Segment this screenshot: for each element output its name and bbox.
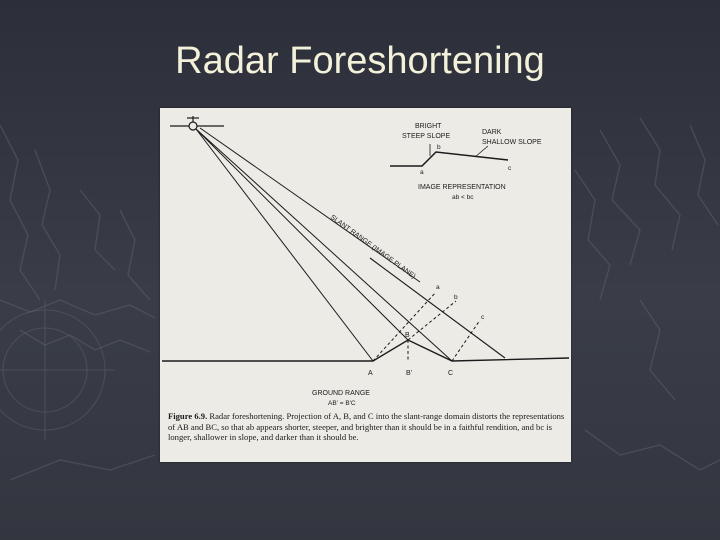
dark-label-1: DARK	[482, 129, 502, 136]
ground-label-C: C	[448, 370, 454, 377]
figure-caption	[168, 411, 566, 443]
ground-label-A: A	[368, 370, 373, 377]
bright-label-1: BRIGHT	[415, 123, 442, 130]
ground-label-B-prime: B'	[406, 370, 413, 377]
slant-label-a: a	[436, 284, 440, 291]
slant-label-c: c	[481, 314, 485, 321]
foreshortening-diagram	[160, 108, 571, 462]
slant-range-line	[370, 258, 505, 358]
radar-rays	[196, 128, 452, 361]
figure-caption-number: Figure 6.9.	[168, 411, 208, 421]
ground-relation-label: AB' = B'C	[328, 400, 356, 407]
image-representation-profile	[390, 152, 508, 166]
slant-range-label: SLANT RANGE (IMAGE PLANE)	[328, 213, 417, 281]
inset-label-b: b	[437, 144, 441, 151]
ground-label-B: B	[405, 332, 410, 339]
slant-label-b: b	[454, 294, 458, 301]
figure-panel	[160, 108, 571, 462]
inset-label-a: a	[420, 169, 424, 176]
image-representation-label: IMAGE REPRESENTATION	[418, 184, 506, 191]
bright-label-2: STEEP SLOPE	[402, 133, 451, 140]
image-relation-label: ab < bc	[452, 194, 474, 201]
slide-title: Radar Foreshortening	[175, 40, 545, 82]
ground-range-label: GROUND RANGE	[312, 390, 370, 397]
dark-label-2: SHALLOW SLOPE	[482, 139, 542, 146]
figure-caption-text: Radar foreshortening. Projection of A, B, and C into the slant-range domain distorts the representations of AB and BC, so that ab appears shorter, steeper, and brighter than it should be in a faithful rendition, and bc is longer, shallower in slope, and darker than it should be.	[168, 411, 565, 443]
inset-label-c: c	[508, 165, 512, 172]
antenna-icon	[170, 116, 224, 130]
